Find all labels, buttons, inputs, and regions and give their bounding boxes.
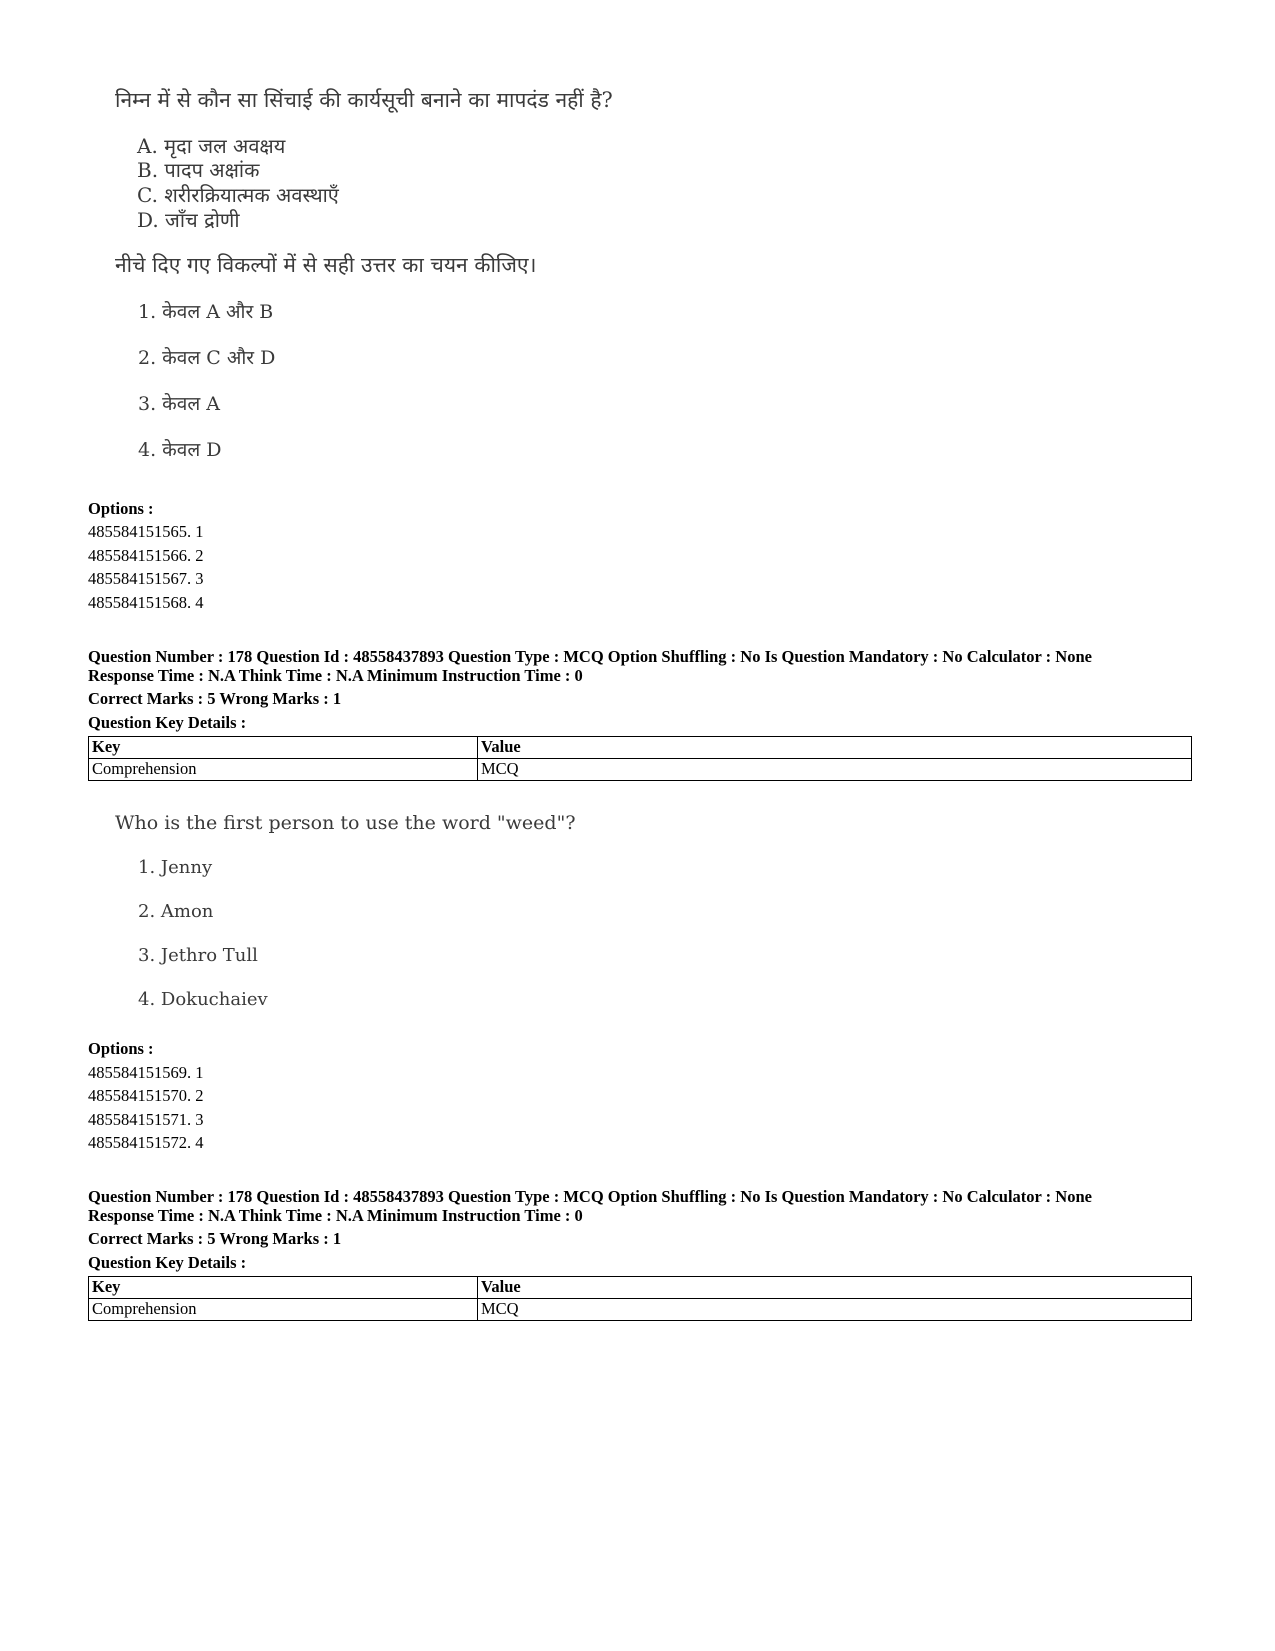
choice-4: 4. Dokuchaiev	[138, 989, 268, 1010]
question-instruction: नीचे दिए गए विकल्पों में से सही उत्तर का चयन कीजिए।	[115, 253, 537, 277]
statement-d: D. जाँच द्रोणी	[137, 208, 240, 232]
choice-2: 2. Amon	[138, 901, 214, 922]
option-id: 485584151568. 4	[88, 593, 204, 612]
options-label: Options :	[88, 499, 154, 518]
table-header-row	[89, 1277, 1192, 1299]
choice-4: 4. केवल D	[138, 439, 222, 461]
statement-b: B. पादप अक्षांक	[137, 158, 260, 182]
question-meta-line2: Response Time : N.A Think Time : N.A Minimum Instruction Time : 0	[88, 1206, 583, 1225]
option-id: 485584151567. 3	[88, 569, 204, 588]
question-meta-line2: Response Time : N.A Think Time : N.A Minimum Instruction Time : 0	[88, 666, 583, 685]
choice-3: 3. केवल A	[138, 393, 220, 415]
table-header-value: Value	[478, 1277, 1192, 1299]
table-header-key: Key	[89, 737, 478, 759]
table-row	[89, 1299, 1192, 1321]
choice-1: 1. केवल A और B	[138, 301, 274, 323]
options-label: Options :	[88, 1039, 154, 1058]
choice-1: 1. Jenny	[138, 857, 213, 878]
question-key-details-label: Question Key Details :	[88, 713, 247, 732]
question-meta-line1: Question Number : 178 Question Id : 48558437893 Question Type : MCQ Option Shuffling : No Is Question Mandatory : No Calculator : None	[88, 1187, 1092, 1206]
table-cell-value: MCQ	[478, 759, 1192, 781]
question-key-table	[88, 1276, 1192, 1321]
question-marks: Correct Marks : 5 Wrong Marks : 1	[88, 689, 342, 708]
table-cell-value: MCQ	[478, 1299, 1192, 1321]
table-header-value: Value	[478, 737, 1192, 759]
question-stem: निम्न में से कौन सा सिंचाई की कार्यसूची बनाने का मापदंड नहीं है?	[115, 88, 613, 112]
table-header-row	[89, 737, 1192, 759]
table-row	[89, 759, 1192, 781]
table-cell-key: Comprehension	[89, 1299, 478, 1321]
question-marks: Correct Marks : 5 Wrong Marks : 1	[88, 1229, 342, 1248]
table-cell-key: Comprehension	[89, 759, 478, 781]
option-id: 485584151571. 3	[88, 1110, 204, 1129]
question-stem: Who is the first person to use the word "weed"?	[115, 812, 576, 834]
option-id: 485584151565. 1	[88, 522, 204, 541]
statement-a: A. मृदा जल अवक्षय	[137, 134, 286, 158]
statement-c: C. शरीरक्रियात्मक अवस्थाएँ	[137, 183, 339, 207]
option-id: 485584151570. 2	[88, 1086, 204, 1105]
question-key-details-label: Question Key Details :	[88, 1253, 247, 1272]
option-id: 485584151572. 4	[88, 1133, 204, 1152]
option-id: 485584151569. 1	[88, 1063, 204, 1082]
choice-2: 2. केवल C और D	[138, 347, 276, 369]
choice-3: 3. Jethro Tull	[138, 945, 258, 966]
option-id: 485584151566. 2	[88, 546, 204, 565]
question-key-table	[88, 736, 1192, 781]
table-header-key: Key	[89, 1277, 478, 1299]
question-meta-line1: Question Number : 178 Question Id : 48558437893 Question Type : MCQ Option Shuffling : No Is Question Mandatory : No Calculator : None	[88, 647, 1092, 666]
